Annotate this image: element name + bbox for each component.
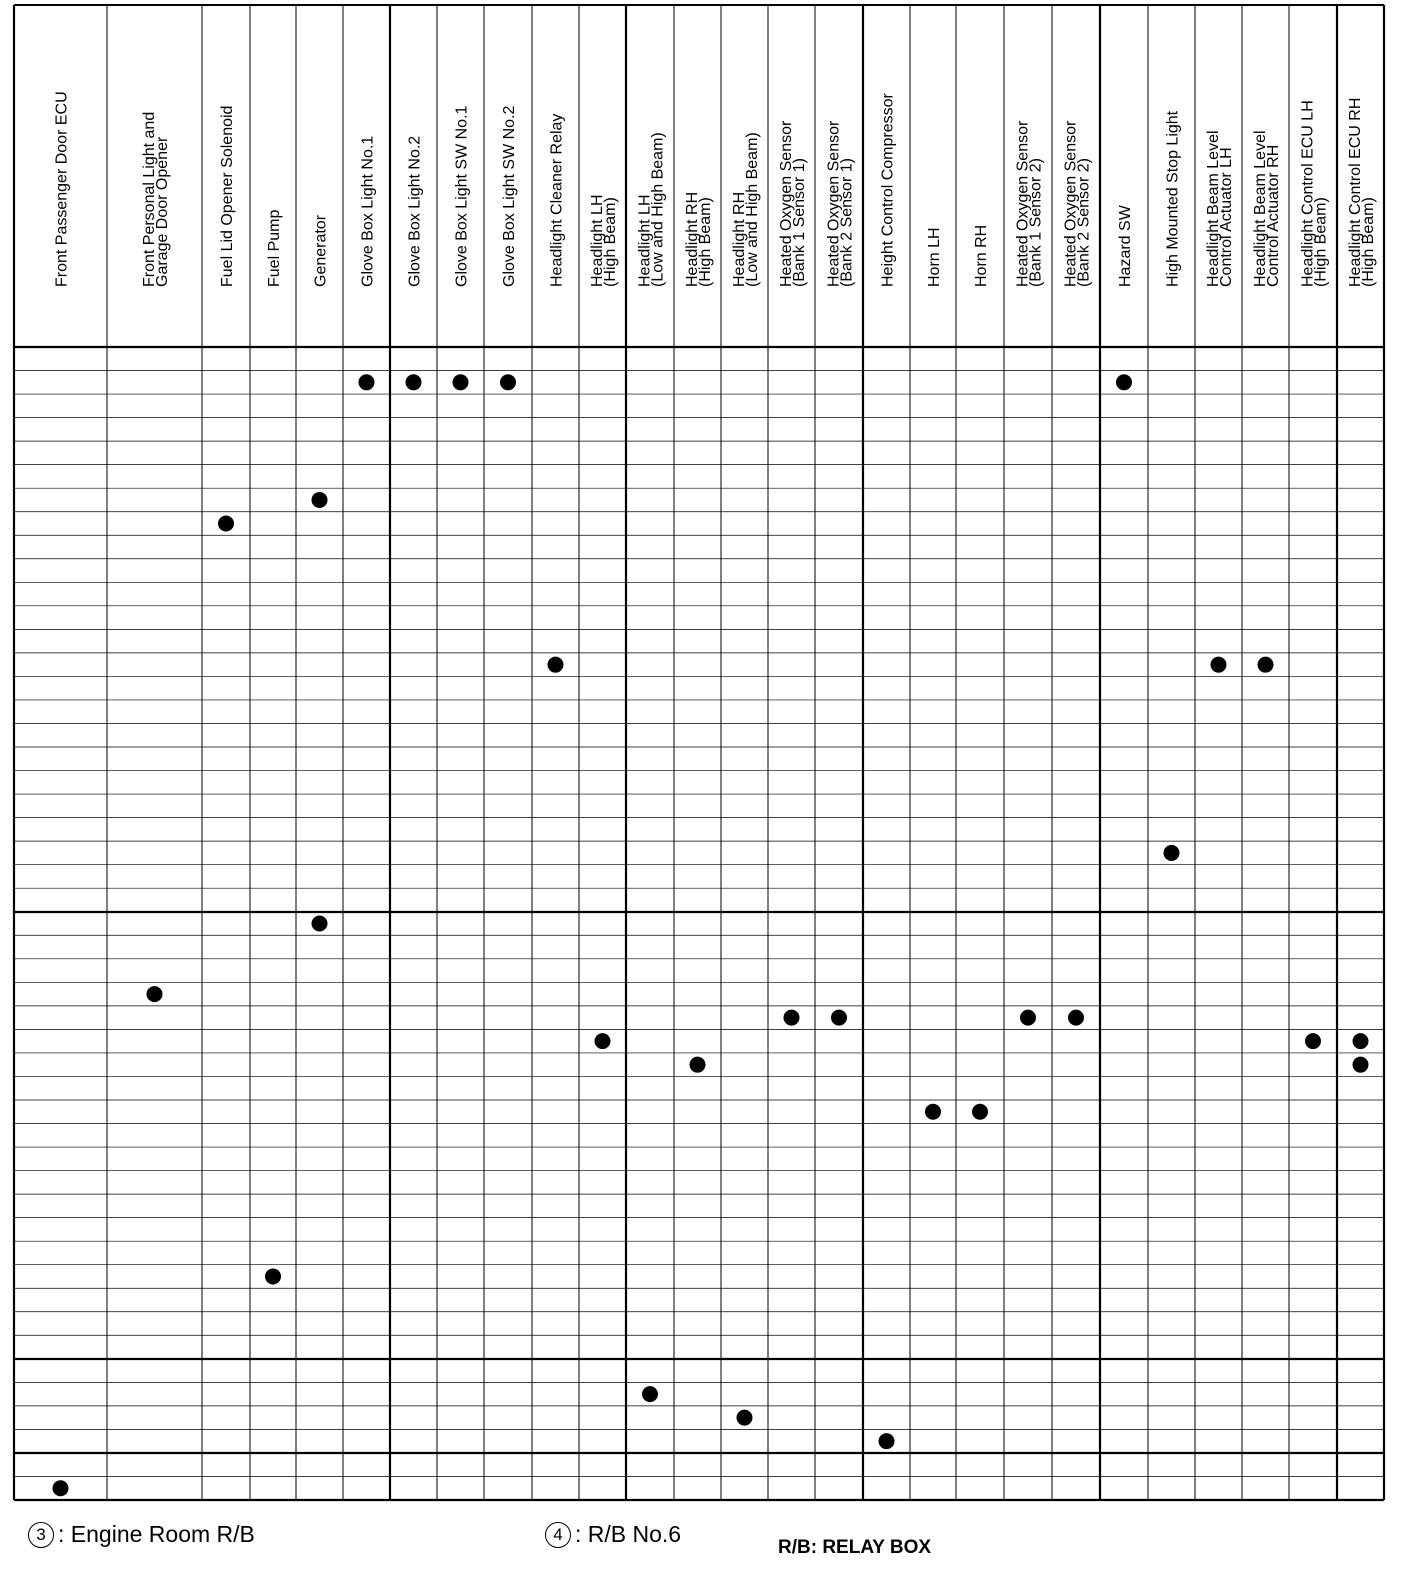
column-header-line: (Bank 2 Sensor 2) [1075,158,1093,287]
connection-dot [359,374,375,390]
column-header-line: Front Passenger Door ECU [53,91,71,287]
column-header-line: Generator [312,214,330,287]
column-header-line: Headlight Cleaner Relay [548,113,566,287]
column-header [141,112,171,287]
connection-dot [972,1104,988,1120]
column-header [1015,120,1045,287]
column-header [1063,120,1093,287]
column-header [266,210,283,287]
connection-dot [1353,1057,1369,1073]
legend-text: : R/B No.6 [575,1521,682,1547]
column-header-line: Headlight Control ECU LH [1299,100,1317,287]
column-header-line: Fuel Lid Opener Solenoid [219,105,236,287]
column-header-line: Horn LH [926,227,943,287]
column-header-line: Heated Oxygen Sensor [1014,120,1032,287]
column-header [1165,110,1182,287]
column-header [313,214,330,287]
column-header-line: Headlight Beam Level [1205,130,1222,287]
column-header-line: Headlight RH [684,191,701,287]
column-header-line: (Low and High Beam) [649,132,667,287]
column-header [1347,98,1377,287]
column-header-line: Fuel Pump [266,209,283,287]
column-header [1300,100,1330,287]
column-header [454,105,471,287]
column-header [1117,204,1134,287]
column-header-line: Garage Door Opener [154,136,171,287]
column-header [1205,130,1235,287]
column-header-line: (High Beam) [1312,197,1330,287]
column-header-line: Headlight RH [731,191,748,287]
column-header-line: (Bank 1 Sensor 1) [791,158,808,287]
column-header [549,114,566,287]
column-headers [54,91,1378,287]
column-header-line: Headlight LH [636,194,654,287]
connection-dot [312,492,328,508]
legend-text: : Engine Room R/B [58,1521,255,1547]
column-header [926,227,943,287]
column-header [637,132,667,287]
connection-dot [1020,1010,1036,1026]
column-header-line: High Mounted Stop Light [1164,110,1182,287]
connection-dot [1258,657,1274,673]
connection-dot [879,1433,895,1449]
column-header-line: (High Beam) [697,197,714,287]
column-header-line: Heated Oxygen Sensor [825,120,843,287]
column-header [684,192,714,287]
connection-dot [406,374,422,390]
connection-dot [1305,1033,1321,1049]
column-header-line: Headlight Beam Level [1252,130,1269,287]
column-header [880,92,897,287]
connection-dot [53,1480,69,1496]
column-header-line: Horn RH [973,224,990,287]
column-header-line: Hazard SW [1117,205,1134,287]
connection-dot [218,515,234,531]
connection-dot [312,916,328,932]
column-header-line: Control Actuator LH [1218,147,1235,287]
column-header [54,91,71,287]
column-header [360,136,377,287]
column-header [778,120,808,287]
column-header-line: (Low and High Beam) [744,132,761,287]
column-header-line: Heated Oxygen Sensor [1062,120,1080,287]
connection-dot [1116,374,1132,390]
column-header [731,132,761,287]
legend-abbreviation: R/B: RELAY BOX [778,1537,932,1558]
circled-number: 3 [28,1522,54,1548]
column-header [1252,130,1282,287]
connection-dot [265,1268,281,1284]
circled-number: 4 [545,1522,571,1548]
column-header [407,136,424,287]
column-header [973,225,990,287]
legend [0,1515,1408,1570]
connection-dot [1164,845,1180,861]
connection-dot [453,374,469,390]
column-header [219,106,236,287]
legend-item-engine-room [28,1521,255,1548]
connection-dot [1353,1033,1369,1049]
connection-dot [831,1010,847,1026]
connection-dot [690,1057,706,1073]
column-header-line: Headlight LH [589,194,606,287]
column-header-line: Height Control Compressor [879,93,897,287]
connection-dot [147,986,163,1002]
connection-dot [642,1386,658,1402]
column-header-line: Glove Box Light SW No.1 [453,105,471,287]
connection-dot [500,374,516,390]
connection-dot [1211,657,1227,673]
column-header-line: (High Beam) [1360,197,1377,287]
column-header-line: Control Actuator RH [1265,144,1282,287]
connection-dot [737,1410,753,1426]
column-header-line: (Bank 2 Sensor 1) [838,158,856,287]
column-header-line: Glove Box Light SW No.2 [501,105,518,287]
column-header-line: (Bank 1 Sensor 2) [1027,158,1045,287]
connection-dot [548,657,564,673]
column-header-line: Heated Oxygen Sensor [778,120,795,287]
connection-dot [784,1010,800,1026]
column-header-line: Headlight Control ECU RH [1347,97,1364,287]
column-header-line: Glove Box Light No.1 [359,135,377,287]
column-header-line: Glove Box Light No.2 [406,135,424,287]
column-header [501,105,518,287]
connection-dot [595,1033,611,1049]
connection-dot [925,1104,941,1120]
column-header [826,120,856,287]
legend-item-rb-no6 [545,1521,681,1548]
column-header [589,195,619,288]
column-header-line: (High Beam) [602,197,619,287]
connection-dot [1068,1010,1084,1026]
column-header-line: Front Personal Light and [141,111,158,287]
